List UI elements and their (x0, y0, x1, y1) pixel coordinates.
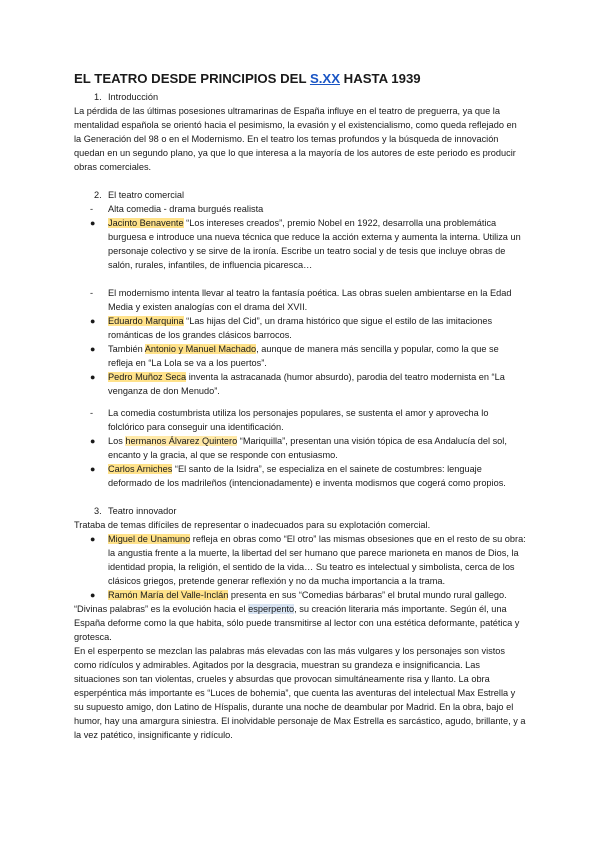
section-1-paragraph: La pérdida de las últimas posesiones ultramarinas de España influye en el teatro de preguerra, ya que la mentalidad española se orientó hacia el pesimismo, la evasión y el existencialismo, como queda reflejado en la Generación del 98 o en el Modernismo. En el teatro los temas profundos y la búsqueda de innovación quedan en un segundo plano, ya que lo que interesa a la mayoría de los autores de este periodo es producir obras comerciales. (74, 106, 517, 172)
bullet-icon: ● (90, 534, 96, 544)
author-highlight: Miguel de Unamuno (108, 534, 191, 544)
title-link[interactable]: S.XX (309, 71, 341, 86)
list-item: - Alta comedia - drama burgués realista (90, 204, 264, 214)
bullet-icon: ● (90, 372, 96, 382)
section-1-heading: 1. Introducción (94, 92, 159, 102)
list-item: ● Miguel de Unamuno refleja en obras como “El otro” las mismas obsesiones que en el resto de su obra: la angustia frente a la muerte, la libertad del ser humano que parece marioneta en manos de Dios, la identidad propia, la religión, el sentido de la vida… Su teatro es intelectual y simbolista, cerca de los clásicos griegos, pretende generar reflexión y no da mucha importancia a la trama. (90, 534, 526, 586)
author-highlight: hermanos Álvarez Quintero (125, 436, 238, 446)
list-item: - La comedia costumbrista utiliza los personajes populares, se sustenta el amor y aprovecha lo folclórico para conseguir una identificación. (90, 408, 489, 432)
section-3-intro: Trataba de temas difíciles de representar o inadecuados para su explotación comercial. (74, 520, 431, 530)
author-highlight: Eduardo Marquina (108, 316, 184, 326)
bullet-icon: ● (90, 436, 96, 446)
author-highlight: Pedro Muñoz Seca (108, 372, 187, 382)
closing-paragraph: En el esperpento se mezclan las palabras más elevadas con las más vulgares y los personajes son vistos como ridículos y admirables. Agitados por la desgracia, muestran su grandeza e insignificancia. Las situaciones son tan violentas, crueles y absurdas que provocan simultáneamente risa y llanto. La obra esperpéntica más importante es “Luces de bohemia”, que cuenta las aventuras del intelectual Max Estrella y su supuesto amigo, don Latino de Híspalis, durante una noche de deambular por Madrid. En la obra, bajo el humor, hay una amargura siniestra. El inolvidable personaje de Max Estrella es sarcástico, agudo, brillante, y a la vez patético, insignificante y ridículo. (74, 646, 526, 740)
term-highlight: esperpento (248, 604, 295, 614)
document-page (74, 70, 526, 742)
bullet-icon: ● (90, 316, 96, 326)
list-item: ● Eduardo Marquina “Las hijas del Cid”, un drama histórico que sigue el estilo de las imitaciones románticas de los grandes clásicos barrocos. (90, 316, 493, 340)
bullet-icon: ● (90, 218, 96, 228)
list-item: ● Los hermanos Álvarez Quintero “Mariquilla”, presentan una visión tópica de esa Andalucía del sol, encanto y la gracia, al que se responde con entusiasmo. (90, 436, 507, 460)
document-title: EL TEATRO DESDE PRINCIPIOS DEL S.XX HASTA 1939 (74, 71, 421, 86)
bullet-icon: ● (90, 590, 96, 600)
bullet-icon: ● (90, 464, 96, 474)
author-highlight: Antonio y Manuel Machado (144, 344, 257, 354)
list-item: - El modernismo intenta llevar al teatro la fantasía poética. Las obras suelen ambientarse en la Edad Media y existen analogías con el drama del XVII. (90, 288, 512, 312)
list-item: ● Carlos Arniches “El santo de la Isidra”, se especializa en el sainete de costumbres: lenguaje deformado de los madrileños (intencionadamente) e inventa modismos que cogerá como propios. (90, 464, 506, 488)
author-highlight: Carlos Arniches (108, 464, 173, 474)
author-highlight: Jacinto Benavente (108, 218, 184, 228)
list-item: ● Ramón María del Valle-Inclán presenta en sus “Comedias bárbaras” el brutal mundo rural gallego. (90, 590, 507, 600)
bullet-icon: ● (90, 344, 96, 354)
author-highlight: Ramón María del Valle-Inclán (108, 590, 229, 600)
section-2-heading: 2. El teatro comercial (94, 190, 185, 200)
list-item: ● Pedro Muñoz Seca inventa la astracanada (humor absurdo), parodia del teatro modernista en “La venganza de don Menudo”. (90, 372, 505, 396)
list-item: ● También Antonio y Manuel Machado, aunque de manera más sencilla y popular, como la que se refleja en “La Lola se va a los puertos”. (90, 344, 499, 368)
section-3-heading: 3. Teatro innovador (94, 506, 177, 516)
list-item: ● Jacinto Benavente “Los intereses creados”, premio Nobel en 1922, desarrolla una problemática burguesa e introduce una nueva técnica que reduce la acción externa y aumenta la interna. Utiliza un personaje colectivo y se sirve de la ironía. Escribe un teatro social y de tesis que incluye obras de salón, rurales, infantiles, de influencia picaresca… (90, 218, 521, 270)
esperpento-paragraph: “Divinas palabras” es la evolución hacia el esperpento, su creación literaria más importante. Según él, una España deforme como la que habita, sólo puede transmitirse al lector con una estética deformante, patética y grotesca. (74, 604, 520, 642)
